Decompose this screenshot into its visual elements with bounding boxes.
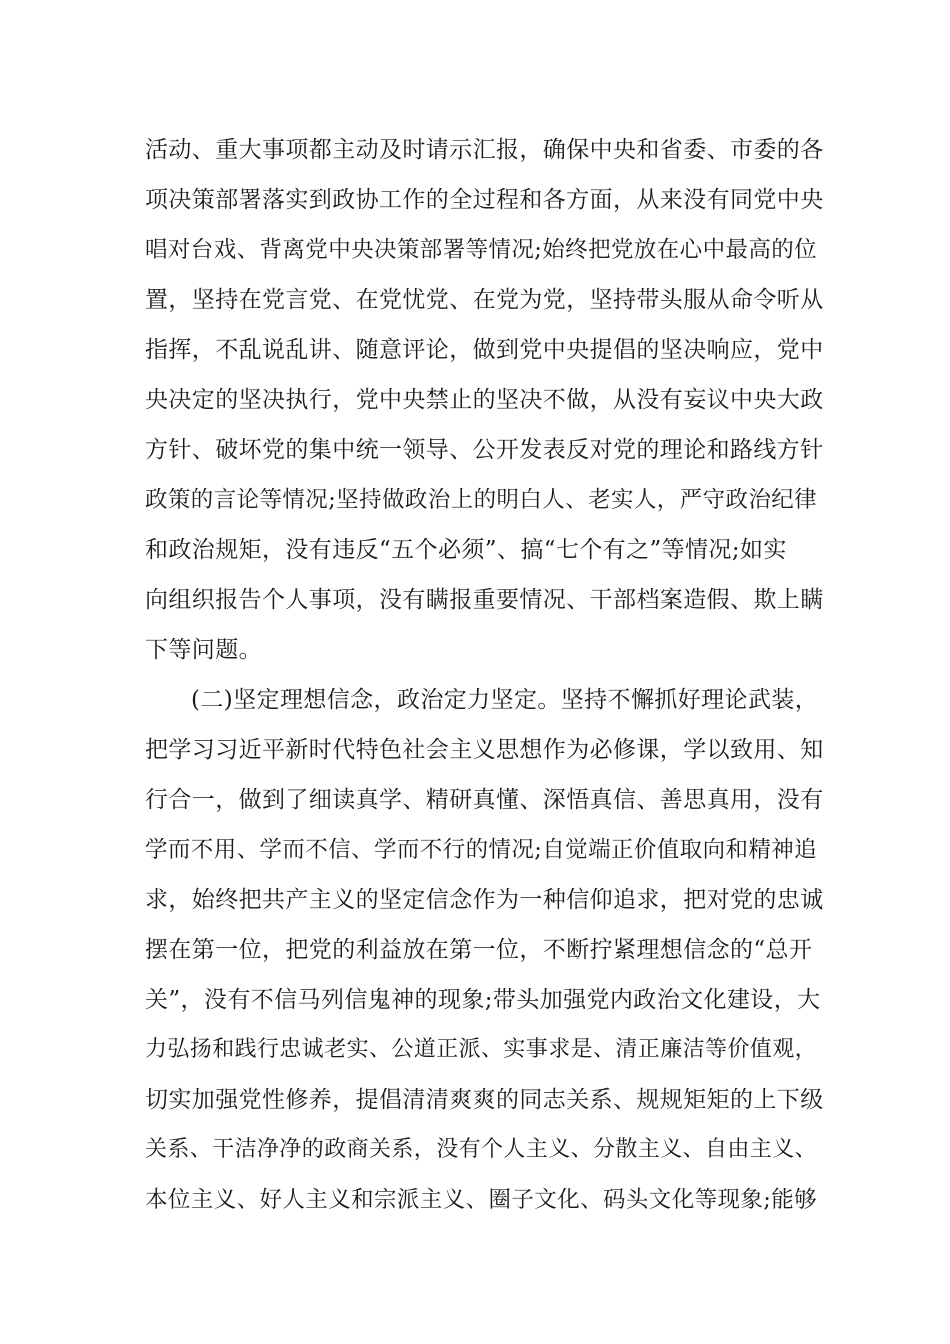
text-line: 把学习习近平新时代特色社会主义思想作为必修课，学以致用、知 xyxy=(145,737,824,763)
text-line: 和政治规矩，没有违反“五个必须”、搞“七个有之”等情况;如实 xyxy=(145,537,787,563)
text-line: 方针、破坏党的集中统一领导、公开发表反对党的理论和路线方针 xyxy=(145,437,824,463)
text-line: 力弘扬和践行忠诚老实、公道正派、实事求是、清正廉洁等价值观， xyxy=(145,1037,818,1062)
text-line: 求，始终把共产主义的坚定信念作为一种信仰追求，把对党的忠诚 xyxy=(145,887,824,913)
text-line: 行合一，做到了细读真学、精研真懂、深悟真信、善思真用，没有 xyxy=(145,787,824,813)
text-line: 摆在第一位，把党的利益放在第一位，不断拧紧理想信念的“总开 xyxy=(145,937,813,963)
text-line: 下等问题。 xyxy=(145,637,262,663)
text-line: 向组织报告个人事项，没有瞒报重要情况、干部档案造假、欺上瞒 xyxy=(145,587,824,613)
text-line: 本位主义、好人主义和宗派主义、圈子文化、码头文化等现象;能够 xyxy=(145,1187,818,1213)
text-line: 学而不用、学而不信、学而不行的情况;自觉端正价值取向和精神追 xyxy=(145,837,818,863)
text-line: 关”，没有不信马列信鬼神的现象;带头加强党内政治文化建设，大 xyxy=(145,987,821,1013)
section-heading-line: (二)坚定理想信念，政治定力坚定。坚持不懈抓好理论武装， xyxy=(191,687,819,713)
text-line: 置，坚持在党言党、在党忧党、在党为党，坚持带头服从命令听从 xyxy=(145,287,824,313)
text-line: 项决策部署落实到政协工作的全过程和各方面，从来没有同党中央 xyxy=(145,187,824,213)
text-line: 唱对台戏、背离党中央决策部署等情况;始终把党放在心中最高的位 xyxy=(145,237,818,263)
text-line: 活动、重大事项都主动及时请示汇报，确保中央和省委、市委的各 xyxy=(145,137,824,163)
text-line: 政策的言论等情况;坚持做政治上的明白人、老实人，严守政治纪律 xyxy=(145,487,818,513)
text-line: 切实加强党性修养，提倡清清爽爽的同志关系、规规矩矩的上下级 xyxy=(145,1087,824,1113)
text-line: 指挥，不乱说乱讲、随意评论，做到党中央提倡的坚决响应，党中 xyxy=(145,337,824,363)
text-line: 央决定的坚决执行，党中央禁止的坚决不做，从没有妄议中央大政 xyxy=(145,387,824,413)
text-line: 关系、干洁净净的政商关系，没有个人主义、分散主义、自由主义、 xyxy=(145,1137,818,1162)
